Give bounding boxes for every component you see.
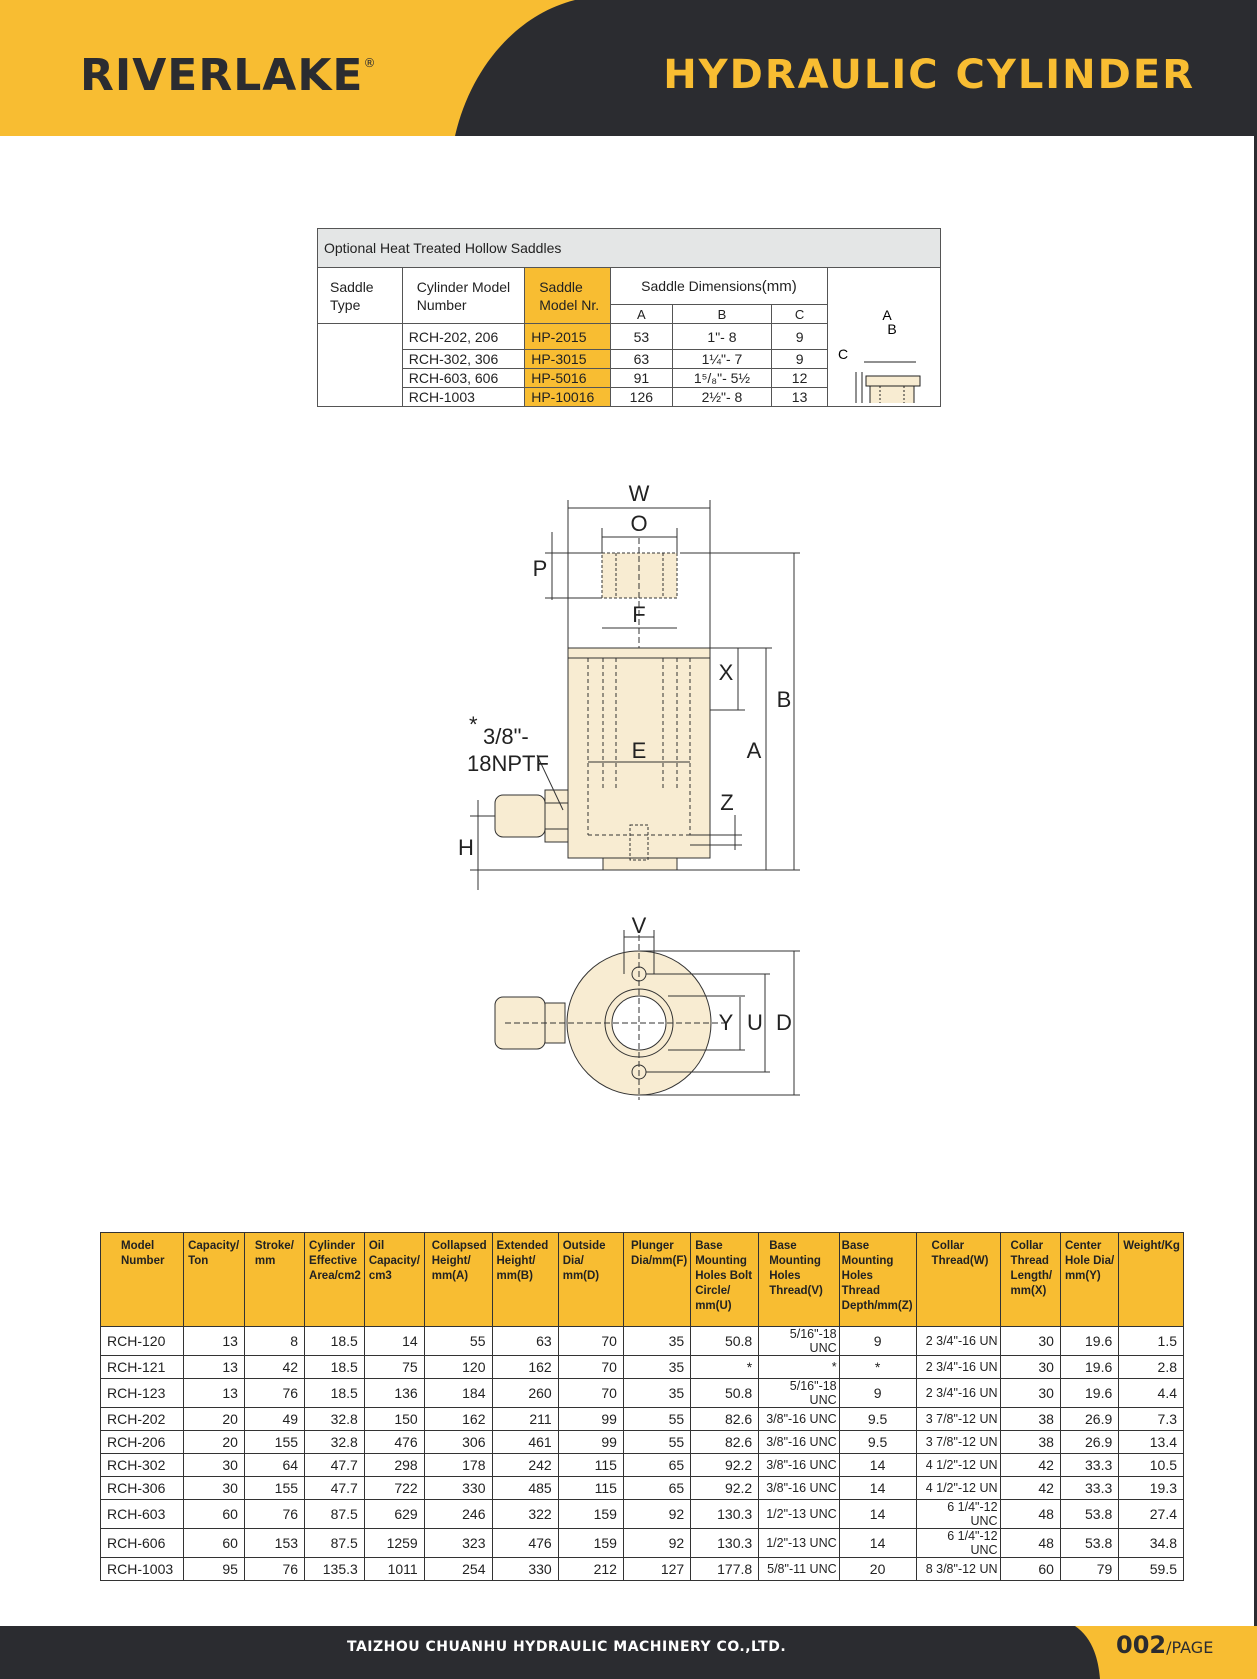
spec-cell-collar-length: 38 — [1000, 1431, 1060, 1454]
saddle-row-c: 9 — [772, 324, 828, 350]
spec-cell-collapsed: 254 — [424, 1558, 492, 1581]
spec-cell-stroke: 64 — [244, 1454, 304, 1477]
spec-cell-area: 47.7 — [305, 1477, 365, 1500]
spec-cell-weight: 19.3 — [1119, 1477, 1184, 1500]
label-h: H — [458, 835, 474, 860]
spec-row — [101, 1379, 1184, 1408]
spec-cell-outside-dia: 70 — [558, 1327, 623, 1356]
spec-cell-model: RCH-302 — [101, 1454, 184, 1477]
spec-cell-model: RCH-606 — [101, 1529, 184, 1558]
spec-cell-collar-length: 30 — [1000, 1327, 1060, 1356]
spec-cell-stroke: 155 — [244, 1431, 304, 1454]
label-u: U — [747, 1010, 763, 1035]
spec-cell-model: RCH-120 — [101, 1327, 184, 1356]
spec-cell-extended: 162 — [492, 1356, 558, 1379]
saddle-type-cell — [318, 324, 403, 407]
label-a: A — [746, 738, 762, 763]
saddle-row-a: 53 — [610, 324, 672, 350]
spec-header: Oil Capacity/ cm3 — [364, 1233, 424, 1327]
label-e: E — [631, 738, 647, 763]
spec-cell-capacity: 13 — [184, 1356, 245, 1379]
saddle-label-b: B — [887, 321, 897, 337]
spec-header: Extended Height/ mm(B) — [492, 1233, 558, 1327]
saddle-row-saddle: HP-5016 — [525, 369, 611, 388]
spec-row — [101, 1477, 1184, 1500]
spec-cell-extended: 260 — [492, 1379, 558, 1408]
spec-cell-plunger-dia: 55 — [623, 1408, 690, 1431]
spec-cell-center-hole: 19.6 — [1060, 1356, 1118, 1379]
spec-cell-thread-depth: 9.5 — [839, 1431, 916, 1454]
spec-header: Base Mounting Holes Thread Depth/mm(Z) — [839, 1233, 916, 1327]
spec-cell-thread-depth: 9.5 — [839, 1408, 916, 1431]
spec-cell-mount-thread: 1/2"-13 UNC — [759, 1529, 839, 1558]
spec-header: Collar Thread(W) — [916, 1233, 1000, 1327]
saddle-label-c: C — [837, 346, 849, 362]
spec-cell-center-hole: 53.8 — [1060, 1500, 1118, 1529]
spec-cell-thread-depth: 14 — [839, 1500, 916, 1529]
spec-cell-bolt-circle: 177.8 — [691, 1558, 759, 1581]
saddle-dims-label: Saddle Dimensions — [641, 277, 762, 294]
spec-cell-plunger-dia: 35 — [623, 1327, 690, 1356]
spec-cell-thread-depth: 20 — [839, 1558, 916, 1581]
col-cylinder-model: Cylinder Model Number — [402, 268, 524, 324]
spec-header: Base Mounting Holes Thread(V) — [759, 1233, 839, 1327]
spec-cell-plunger-dia: 35 — [623, 1379, 690, 1408]
spec-cell-stroke: 42 — [244, 1356, 304, 1379]
saddle-table-caption: Optional Heat Treated Hollow Saddles — [318, 229, 941, 268]
brand-logo — [80, 50, 376, 101]
saddle-row-b: 1¼"- 7 — [672, 350, 771, 369]
saddle-row-model: RCH-603, 606 — [402, 369, 524, 388]
spec-header: Weight/Kg — [1119, 1233, 1184, 1327]
spec-cell-extended: 242 — [492, 1454, 558, 1477]
spec-cell-collapsed: 178 — [424, 1454, 492, 1477]
page-number — [1116, 1631, 1213, 1659]
spec-row — [101, 1431, 1184, 1454]
spec-cell-model: RCH-202 — [101, 1408, 184, 1431]
registered-mark: ® — [363, 56, 377, 70]
saddle-row-a: 63 — [610, 350, 672, 369]
spec-cell-oil: 75 — [364, 1356, 424, 1379]
spec-cell-collapsed: 246 — [424, 1500, 492, 1529]
spec-cell-oil: 629 — [364, 1500, 424, 1529]
spec-cell-extended: 330 — [492, 1558, 558, 1581]
spec-cell-bolt-circle: 50.8 — [691, 1327, 759, 1356]
spec-cell-outside-dia: 212 — [558, 1558, 623, 1581]
spec-cell-mount-thread: 1/2"-13 UNC — [759, 1500, 839, 1529]
spec-cell-capacity: 95 — [184, 1558, 245, 1581]
spec-cell-mount-thread: 5/8"-11 UNC — [759, 1558, 839, 1581]
saddle-row-a: 91 — [610, 369, 672, 388]
spec-cell-outside-dia: 115 — [558, 1477, 623, 1500]
spec-cell-collar-thread: 3 7/8"-12 UN — [916, 1408, 1000, 1431]
label-port-line1: 3/8"- — [483, 724, 529, 749]
spec-cell-thread-depth: * — [839, 1356, 916, 1379]
spec-cell-oil: 1011 — [364, 1558, 424, 1581]
spec-cell-collar-thread: 3 7/8"-12 UN — [916, 1431, 1000, 1454]
spec-cell-stroke: 49 — [244, 1408, 304, 1431]
spec-cell-collapsed: 330 — [424, 1477, 492, 1500]
spec-row — [101, 1558, 1184, 1581]
spec-cell-weight: 10.5 — [1119, 1454, 1184, 1477]
spec-cell-capacity: 20 — [184, 1408, 245, 1431]
spec-cell-mount-thread: 5/16"-18 UNC — [759, 1327, 839, 1356]
spec-cell-collapsed: 55 — [424, 1327, 492, 1356]
spec-cell-bolt-circle: 92.2 — [691, 1477, 759, 1500]
label-p: P — [532, 556, 548, 581]
saddle-row-c: 13 — [772, 388, 828, 407]
spec-cell-center-hole: 19.6 — [1060, 1379, 1118, 1408]
spec-cell-oil: 136 — [364, 1379, 424, 1408]
spec-cell-collar-length: 42 — [1000, 1477, 1060, 1500]
spec-cell-model: RCH-306 — [101, 1477, 184, 1500]
spec-cell-oil: 1259 — [364, 1529, 424, 1558]
spec-cell-area: 87.5 — [305, 1529, 365, 1558]
spec-cell-model: RCH-121 — [101, 1356, 184, 1379]
saddle-row-a: 126 — [610, 388, 672, 407]
spec-cell-collar-length: 48 — [1000, 1529, 1060, 1558]
spec-cell-extended: 63 — [492, 1327, 558, 1356]
spec-cell-capacity: 20 — [184, 1431, 245, 1454]
spec-cell-model: RCH-1003 — [101, 1558, 184, 1581]
spec-cell-weight: 13.4 — [1119, 1431, 1184, 1454]
saddle-row-model: RCH-1003 — [402, 388, 524, 407]
spec-cell-oil: 14 — [364, 1327, 424, 1356]
saddle-row-c: 9 — [772, 350, 828, 369]
spec-cell-extended: 461 — [492, 1431, 558, 1454]
page-number-value: 002 — [1116, 1631, 1167, 1659]
spec-cell-outside-dia: 99 — [558, 1431, 623, 1454]
spec-cell-plunger-dia: 92 — [623, 1500, 690, 1529]
spec-cell-plunger-dia: 65 — [623, 1477, 690, 1500]
sub-col-b: B — [672, 305, 771, 324]
spec-cell-collar-thread: 2 3/4"-16 UN — [916, 1356, 1000, 1379]
spec-cell-oil: 722 — [364, 1477, 424, 1500]
spec-cell-collapsed: 184 — [424, 1379, 492, 1408]
spec-row — [101, 1529, 1184, 1558]
spec-cell-stroke: 8 — [244, 1327, 304, 1356]
spec-row — [101, 1356, 1184, 1379]
spec-cell-mount-thread: 3/8"-16 UNC — [759, 1477, 839, 1500]
spec-cell-weight: 1.5 — [1119, 1327, 1184, 1356]
col-saddle-dimensions — [610, 268, 827, 305]
spec-cell-center-hole: 33.3 — [1060, 1477, 1118, 1500]
spec-cell-collar-length: 60 — [1000, 1558, 1060, 1581]
saddle-row-saddle: HP-2015 — [525, 324, 611, 350]
spec-header: Center Hole Dia/ mm(Y) — [1060, 1233, 1118, 1327]
spec-cell-capacity: 30 — [184, 1454, 245, 1477]
spec-cell-capacity: 13 — [184, 1327, 245, 1356]
spec-header: Model Number — [101, 1233, 184, 1327]
spec-cell-extended: 322 — [492, 1500, 558, 1529]
spec-cell-oil: 298 — [364, 1454, 424, 1477]
spec-cell-mount-thread: 5/16"-18 UNC — [759, 1379, 839, 1408]
label-d: D — [776, 1010, 792, 1035]
spec-cell-area: 87.5 — [305, 1500, 365, 1529]
spec-cell-center-hole: 26.9 — [1060, 1431, 1118, 1454]
brand-name: RIVERLAKE — [80, 50, 364, 101]
spec-cell-thread-depth: 14 — [839, 1454, 916, 1477]
spec-cell-bolt-circle: 50.8 — [691, 1379, 759, 1408]
page-title: HYDRAULIC CYLINDER — [663, 52, 1195, 98]
label-port-star: * — [469, 712, 478, 737]
spec-row — [101, 1408, 1184, 1431]
saddle-row-b: 1⁵/₈"- 5½ — [672, 369, 771, 388]
spec-cell-collar-length: 38 — [1000, 1408, 1060, 1431]
spec-cell-model: RCH-206 — [101, 1431, 184, 1454]
spec-cell-collar-thread: 6 1/4"-12 UNC — [916, 1500, 1000, 1529]
spec-cell-thread-depth: 9 — [839, 1379, 916, 1408]
label-v: V — [631, 913, 647, 938]
spec-table — [100, 1232, 1184, 1581]
spec-cell-plunger-dia: 65 — [623, 1454, 690, 1477]
spec-cell-plunger-dia: 127 — [623, 1558, 690, 1581]
spec-header: Collar Thread Length/ mm(X) — [1000, 1233, 1060, 1327]
spec-cell-extended: 476 — [492, 1529, 558, 1558]
spec-cell-collar-thread: 4 1/2"-12 UN — [916, 1454, 1000, 1477]
label-z: Z — [720, 790, 734, 815]
spec-cell-weight: 27.4 — [1119, 1500, 1184, 1529]
spec-cell-outside-dia: 99 — [558, 1408, 623, 1431]
saddle-dims-unit: (mm) — [761, 277, 797, 295]
spec-header: Capacity/ Ton — [184, 1233, 245, 1327]
cylinder-drawing — [440, 475, 820, 1110]
spec-cell-mount-thread: 3/8"-16 UNC — [759, 1454, 839, 1477]
saddle-row-b: 2½"- 8 — [672, 388, 771, 407]
spec-cell-plunger-dia: 55 — [623, 1431, 690, 1454]
saddle-drawing-labels — [830, 306, 940, 366]
spec-cell-outside-dia: 159 — [558, 1500, 623, 1529]
spec-row — [101, 1454, 1184, 1477]
spec-cell-area: 18.5 — [305, 1379, 365, 1408]
spec-header: Cylinder Effective Area/cm2 — [305, 1233, 365, 1327]
spec-header: Stroke/ mm — [244, 1233, 304, 1327]
page-label: /PAGE — [1166, 1638, 1214, 1657]
saddle-row-b: 1"- 8 — [672, 324, 771, 350]
label-o: O — [630, 511, 648, 536]
spec-header: Base Mounting Holes Bolt Circle/ mm(U) — [691, 1233, 759, 1327]
spec-cell-center-hole: 33.3 — [1060, 1454, 1118, 1477]
spec-cell-area: 32.8 — [305, 1431, 365, 1454]
spec-cell-area: 47.7 — [305, 1454, 365, 1477]
saddle-row-model: RCH-202, 206 — [402, 324, 524, 350]
spec-cell-stroke: 76 — [244, 1379, 304, 1408]
spec-cell-model: RCH-123 — [101, 1379, 184, 1408]
spec-cell-oil: 150 — [364, 1408, 424, 1431]
saddle-label-a: A — [882, 307, 892, 323]
spec-cell-collar-thread: 8 3/8"-12 UN — [916, 1558, 1000, 1581]
label-port-line2: 18NPTF — [467, 751, 549, 776]
spec-cell-stroke: 76 — [244, 1500, 304, 1529]
spec-cell-plunger-dia: 92 — [623, 1529, 690, 1558]
spec-cell-capacity: 60 — [184, 1529, 245, 1558]
spec-cell-model: RCH-603 — [101, 1500, 184, 1529]
spec-cell-mount-thread: 3/8"-16 UNC — [759, 1431, 839, 1454]
saddle-row-model: RCH-302, 306 — [402, 350, 524, 369]
label-y: Y — [718, 1010, 734, 1035]
spec-cell-collapsed: 306 — [424, 1431, 492, 1454]
spec-cell-oil: 476 — [364, 1431, 424, 1454]
spec-cell-mount-thread: * — [759, 1356, 839, 1379]
spec-cell-collar-length: 48 — [1000, 1500, 1060, 1529]
label-f: F — [632, 602, 646, 627]
spec-cell-bolt-circle: 82.6 — [691, 1431, 759, 1454]
spec-cell-weight: 59.5 — [1119, 1558, 1184, 1581]
col-saddle-model: Saddle Model Nr. — [525, 268, 611, 324]
spec-cell-thread-depth: 14 — [839, 1477, 916, 1500]
spec-cell-collar-length: 30 — [1000, 1379, 1060, 1408]
spec-cell-extended: 485 — [492, 1477, 558, 1500]
label-x: X — [718, 660, 734, 685]
spec-cell-thread-depth: 9 — [839, 1327, 916, 1356]
sub-col-c: C — [772, 305, 828, 324]
spec-cell-center-hole: 53.8 — [1060, 1529, 1118, 1558]
spec-header: Plunger Dia/mm(F) — [623, 1233, 690, 1327]
spec-cell-plunger-dia: 35 — [623, 1356, 690, 1379]
saddle-row-saddle: HP-3015 — [525, 350, 611, 369]
spec-cell-stroke: 153 — [244, 1529, 304, 1558]
spec-cell-collapsed: 120 — [424, 1356, 492, 1379]
spec-cell-outside-dia: 159 — [558, 1529, 623, 1558]
spec-cell-center-hole: 26.9 — [1060, 1408, 1118, 1431]
spec-cell-area: 18.5 — [305, 1327, 365, 1356]
spec-cell-weight: 2.8 — [1119, 1356, 1184, 1379]
spec-cell-outside-dia: 70 — [558, 1356, 623, 1379]
spec-header: Outside Dia/ mm(D) — [558, 1233, 623, 1327]
spec-cell-collar-thread: 4 1/2"-12 UN — [916, 1477, 1000, 1500]
spec-cell-area: 32.8 — [305, 1408, 365, 1431]
spec-cell-bolt-circle: 130.3 — [691, 1500, 759, 1529]
spec-header-row — [101, 1233, 1184, 1327]
spec-cell-collar-length: 30 — [1000, 1356, 1060, 1379]
spec-cell-mount-thread: 3/8"-16 UNC — [759, 1408, 839, 1431]
spec-header: Collapsed Height/ mm(A) — [424, 1233, 492, 1327]
spec-cell-bolt-circle: 92.2 — [691, 1454, 759, 1477]
spec-cell-stroke: 155 — [244, 1477, 304, 1500]
spec-cell-bolt-circle: 82.6 — [691, 1408, 759, 1431]
spec-cell-area: 18.5 — [305, 1356, 365, 1379]
spec-cell-collar-thread: 6 1/4"-12 UNC — [916, 1529, 1000, 1558]
spec-cell-center-hole: 19.6 — [1060, 1327, 1118, 1356]
spec-table-body — [101, 1327, 1184, 1581]
spec-row — [101, 1327, 1184, 1356]
spec-cell-thread-depth: 14 — [839, 1529, 916, 1558]
saddle-row-saddle: HP-10016 — [525, 388, 611, 407]
spec-cell-collapsed: 162 — [424, 1408, 492, 1431]
spec-cell-outside-dia: 70 — [558, 1379, 623, 1408]
spec-cell-capacity: 60 — [184, 1500, 245, 1529]
spec-cell-center-hole: 79 — [1060, 1558, 1118, 1581]
spec-cell-weight: 4.4 — [1119, 1379, 1184, 1408]
spec-cell-capacity: 30 — [184, 1477, 245, 1500]
spec-cell-weight: 7.3 — [1119, 1408, 1184, 1431]
spec-row — [101, 1500, 1184, 1529]
saddle-row-c: 12 — [772, 369, 828, 388]
spec-cell-collapsed: 323 — [424, 1529, 492, 1558]
spec-cell-collar-length: 42 — [1000, 1454, 1060, 1477]
label-w: W — [628, 481, 650, 506]
spec-cell-collar-thread: 2 3/4"-16 UN — [916, 1379, 1000, 1408]
footer-company: TAIZHOU CHUANHU HYDRAULIC MACHINERY CO.,LTD. — [347, 1639, 787, 1655]
spec-cell-capacity: 13 — [184, 1379, 245, 1408]
spec-cell-outside-dia: 115 — [558, 1454, 623, 1477]
spec-cell-weight: 34.8 — [1119, 1529, 1184, 1558]
spec-cell-stroke: 76 — [244, 1558, 304, 1581]
spec-cell-area: 135.3 — [305, 1558, 365, 1581]
sub-col-a: A — [610, 305, 672, 324]
spec-cell-extended: 211 — [492, 1408, 558, 1431]
spec-cell-bolt-circle: 130.3 — [691, 1529, 759, 1558]
col-saddle-type: Saddle Type — [318, 268, 403, 324]
label-b: B — [776, 687, 792, 712]
spec-cell-collar-thread: 2 3/4"-16 UN — [916, 1327, 1000, 1356]
spec-cell-bolt-circle: * — [691, 1356, 759, 1379]
